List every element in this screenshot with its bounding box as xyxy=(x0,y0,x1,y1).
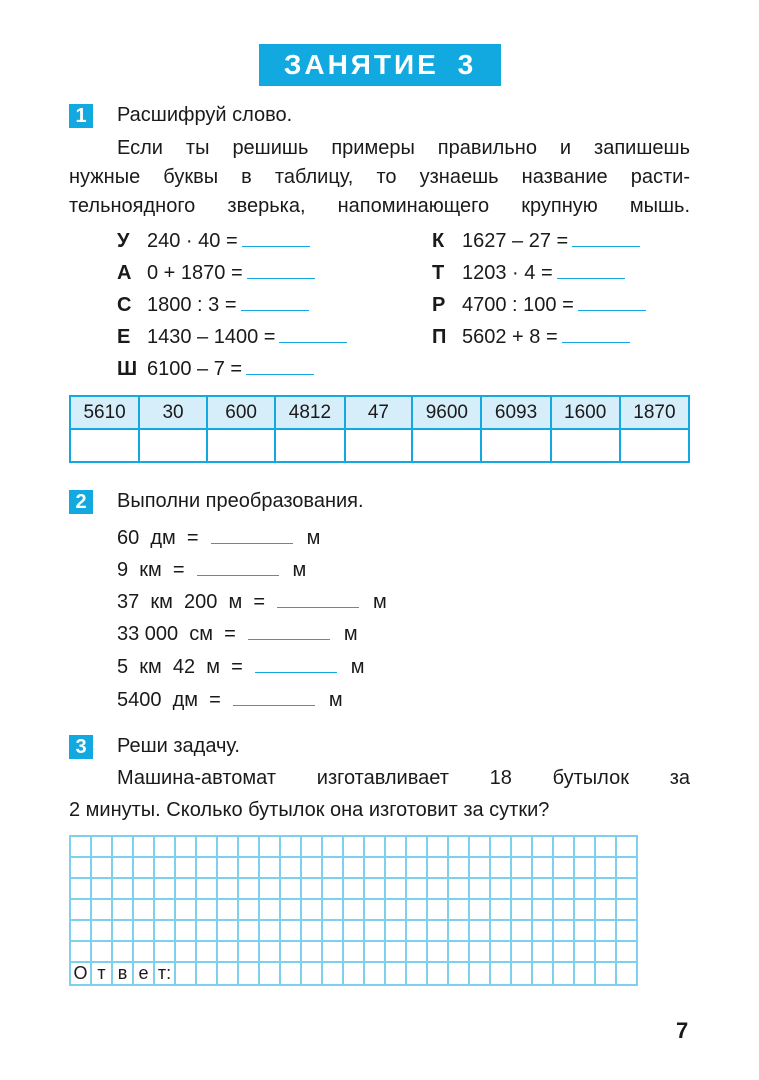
task1-line-1: Если ты решишь примеры правильно и запишешь xyxy=(117,137,690,159)
grid-cell[interactable] xyxy=(406,836,427,857)
grid-cell[interactable] xyxy=(343,878,364,899)
grid-cell[interactable] xyxy=(175,920,196,941)
grid-cell[interactable] xyxy=(385,857,406,878)
grid-cell[interactable] xyxy=(238,878,259,899)
grid-cell[interactable] xyxy=(427,836,448,857)
grid-cell[interactable] xyxy=(112,941,133,962)
example-row xyxy=(432,262,625,285)
conversion-expression: 37 км 200 м = xyxy=(117,591,265,613)
grid-cell[interactable] xyxy=(259,920,280,941)
grid-cell[interactable] xyxy=(364,857,385,878)
grid-cell[interactable] xyxy=(175,899,196,920)
grid-cell[interactable] xyxy=(490,962,511,985)
grid-cell[interactable] xyxy=(301,941,322,962)
example-row xyxy=(117,358,314,381)
grid-cell[interactable] xyxy=(238,836,259,857)
grid-cell[interactable] xyxy=(217,899,238,920)
grid-cell[interactable] xyxy=(196,920,217,941)
grid-cell[interactable] xyxy=(511,920,532,941)
example-letter: Е xyxy=(117,326,131,348)
grid-cell[interactable] xyxy=(469,941,490,962)
grid-cell[interactable] xyxy=(217,941,238,962)
grid-cell[interactable] xyxy=(154,941,175,962)
grid-cell[interactable] xyxy=(238,962,259,985)
grid-cell[interactable] xyxy=(427,962,448,985)
grid-cell[interactable] xyxy=(406,857,427,878)
grid-cell[interactable] xyxy=(91,899,112,920)
grid-cell[interactable] xyxy=(343,836,364,857)
letter-input-cell[interactable] xyxy=(345,429,413,462)
conversion-row xyxy=(117,559,306,582)
answer-blank[interactable] xyxy=(255,671,337,673)
grid-cell[interactable] xyxy=(469,899,490,920)
grid-cell[interactable] xyxy=(280,899,301,920)
grid-cell[interactable] xyxy=(532,836,553,857)
task2-heading: Выполни преобразования. xyxy=(117,490,364,512)
grid-cell[interactable] xyxy=(280,878,301,899)
grid-cell[interactable] xyxy=(196,941,217,962)
grid-cell[interactable] xyxy=(70,941,91,962)
example-letter: Р xyxy=(432,294,446,316)
answer-label-cell: е xyxy=(133,962,154,985)
grid-cell[interactable] xyxy=(322,920,343,941)
example-letter: А xyxy=(117,262,132,284)
answer-blank[interactable] xyxy=(279,341,347,343)
answer-blank[interactable] xyxy=(562,341,630,343)
conversion-unit: м xyxy=(328,689,343,711)
answer-label-cell: О xyxy=(70,962,91,985)
grid-cell[interactable] xyxy=(301,878,322,899)
example-expression: 5602 + 8 = xyxy=(462,326,558,348)
example-row xyxy=(432,294,646,317)
grid-cell[interactable] xyxy=(280,920,301,941)
conversion-unit: м xyxy=(350,656,365,678)
answer-blank[interactable] xyxy=(277,606,359,608)
grid-cell[interactable] xyxy=(133,857,154,878)
answer-label-cell: т: xyxy=(154,962,175,985)
grid-cell[interactable] xyxy=(364,941,385,962)
page-number: 7 xyxy=(676,1018,689,1043)
grid-cell[interactable] xyxy=(70,878,91,899)
grid-cell[interactable] xyxy=(553,878,574,899)
grid-cell[interactable] xyxy=(343,920,364,941)
grid-cell[interactable] xyxy=(259,899,280,920)
grid-cell[interactable] xyxy=(553,920,574,941)
grid-cell[interactable] xyxy=(364,878,385,899)
grid-cell[interactable] xyxy=(553,899,574,920)
grid-cell[interactable] xyxy=(196,857,217,878)
answer-blank[interactable] xyxy=(246,373,314,375)
example-letter: Т xyxy=(432,262,445,284)
grid-cell[interactable] xyxy=(280,941,301,962)
grid-cell[interactable] xyxy=(112,857,133,878)
letter-input-cell[interactable] xyxy=(70,429,139,462)
example-row xyxy=(117,294,309,317)
grid-cell[interactable] xyxy=(511,836,532,857)
grid-cell[interactable] xyxy=(322,941,343,962)
grid-cell[interactable] xyxy=(91,857,112,878)
code-cell: 1600 xyxy=(551,396,620,429)
grid-cell[interactable] xyxy=(175,941,196,962)
grid-cell[interactable] xyxy=(448,962,469,985)
conversion-unit: м xyxy=(343,623,358,645)
task3-heading: Реши задачу. xyxy=(117,735,240,757)
example-expression: 1203 · 4 = xyxy=(462,262,553,284)
grid-cell[interactable] xyxy=(196,899,217,920)
example-letter: П xyxy=(432,326,447,348)
grid-cell[interactable] xyxy=(385,899,406,920)
grid-cell[interactable] xyxy=(595,920,616,941)
example-row xyxy=(432,230,640,253)
grid-cell[interactable] xyxy=(217,878,238,899)
grid-cell[interactable] xyxy=(427,899,448,920)
grid-cell[interactable] xyxy=(91,920,112,941)
grid-cell[interactable] xyxy=(238,899,259,920)
example-expression: 1627 – 27 = xyxy=(462,230,569,252)
grid-cell[interactable] xyxy=(70,836,91,857)
grid-cell[interactable] xyxy=(574,899,595,920)
grid-cell[interactable] xyxy=(343,899,364,920)
conversion-row xyxy=(117,656,365,679)
grid-cell[interactable] xyxy=(385,836,406,857)
code-cell: 1870 xyxy=(620,396,689,429)
example-letter: С xyxy=(117,294,132,316)
grid-cell[interactable] xyxy=(322,899,343,920)
grid-cell[interactable] xyxy=(511,962,532,985)
grid-cell[interactable] xyxy=(406,899,427,920)
grid-cell[interactable] xyxy=(91,836,112,857)
grid-cell[interactable] xyxy=(343,962,364,985)
grid-cell[interactable] xyxy=(574,920,595,941)
grid-cell[interactable] xyxy=(133,836,154,857)
answer-label-cell: в xyxy=(112,962,133,985)
grid-cell[interactable] xyxy=(385,941,406,962)
grid-cell[interactable] xyxy=(616,836,637,857)
conversion-row xyxy=(117,591,387,614)
answer-blank[interactable] xyxy=(242,245,310,247)
grid-cell[interactable] xyxy=(574,962,595,985)
grid-cell[interactable] xyxy=(532,941,553,962)
grid-cell[interactable] xyxy=(448,857,469,878)
grid-cell[interactable] xyxy=(595,941,616,962)
grid-cell[interactable] xyxy=(322,962,343,985)
grid-cell[interactable] xyxy=(70,857,91,878)
grid-cell[interactable] xyxy=(532,920,553,941)
answer-blank[interactable] xyxy=(233,704,315,706)
grid-cell[interactable] xyxy=(154,857,175,878)
answer-blank[interactable] xyxy=(557,277,625,279)
grid-cell[interactable] xyxy=(280,962,301,985)
answer-blank[interactable] xyxy=(211,542,293,544)
task1-line-2: нужные буквы в таблицу, то узнаешь название расти- xyxy=(69,166,690,188)
grid-cell[interactable] xyxy=(217,962,238,985)
grid-cell[interactable] xyxy=(238,941,259,962)
letter-input-cell[interactable] xyxy=(275,429,344,462)
grid-cell[interactable] xyxy=(175,878,196,899)
grid-cell[interactable] xyxy=(553,857,574,878)
grid-cell[interactable] xyxy=(301,836,322,857)
grid-cell[interactable] xyxy=(427,857,448,878)
grid-cell[interactable] xyxy=(406,878,427,899)
grid-cell[interactable] xyxy=(322,878,343,899)
grid-cell[interactable] xyxy=(469,920,490,941)
grid-cell[interactable] xyxy=(301,899,322,920)
answer-blank[interactable] xyxy=(572,245,640,247)
grid-cell[interactable] xyxy=(70,899,91,920)
grid-cell[interactable] xyxy=(70,920,91,941)
lesson-title: ЗАНЯТИЕ 3 xyxy=(259,44,501,86)
conversion-row xyxy=(117,689,343,712)
grid-cell[interactable] xyxy=(259,941,280,962)
conversion-expression: 5 км 42 м = xyxy=(117,656,243,678)
grid-cell[interactable] xyxy=(490,857,511,878)
example-expression: 1800 : 3 = xyxy=(147,294,237,316)
grid-cell[interactable] xyxy=(154,920,175,941)
example-expression: 6100 – 7 = xyxy=(147,358,243,380)
conversion-row xyxy=(117,623,358,646)
example-expression: 4700 : 100 = xyxy=(462,294,574,316)
grid-cell[interactable] xyxy=(595,899,616,920)
grid-cell[interactable] xyxy=(553,836,574,857)
answer-blank[interactable] xyxy=(241,309,309,311)
grid-cell[interactable] xyxy=(280,857,301,878)
grid-cell[interactable] xyxy=(406,941,427,962)
code-cell: 4812 xyxy=(275,396,344,429)
grid-cell[interactable] xyxy=(364,836,385,857)
grid-cell[interactable] xyxy=(343,857,364,878)
grid-cell[interactable] xyxy=(238,920,259,941)
conversion-unit: м xyxy=(306,527,321,549)
grid-cell[interactable] xyxy=(511,857,532,878)
example-row xyxy=(117,326,347,349)
conversion-expression: 5400 дм = xyxy=(117,689,221,711)
grid-cell[interactable] xyxy=(595,962,616,985)
example-expression: 0 + 1870 = xyxy=(147,262,243,284)
grid-cell[interactable] xyxy=(364,920,385,941)
grid-cell[interactable] xyxy=(532,878,553,899)
task1-line-3: тельноядного зверька, напоминающего крупную мышь. xyxy=(69,195,690,217)
grid-cell[interactable] xyxy=(385,920,406,941)
grid-cell[interactable] xyxy=(217,857,238,878)
example-letter: Ш xyxy=(117,358,138,380)
grid-cell[interactable] xyxy=(553,941,574,962)
grid-cell[interactable] xyxy=(196,878,217,899)
grid-cell[interactable] xyxy=(301,920,322,941)
grid-cell[interactable] xyxy=(91,878,112,899)
example-expression: 240 · 40 = xyxy=(147,230,238,252)
grid-cell[interactable] xyxy=(574,878,595,899)
grid-cell[interactable] xyxy=(133,941,154,962)
answer-blank[interactable] xyxy=(248,638,330,640)
grid-cell[interactable] xyxy=(259,836,280,857)
grid-cell[interactable] xyxy=(511,941,532,962)
grid-cell[interactable] xyxy=(196,962,217,985)
letter-input-cell[interactable] xyxy=(481,429,550,462)
grid-cell[interactable] xyxy=(469,857,490,878)
grid-cell[interactable] xyxy=(448,920,469,941)
grid-cell[interactable] xyxy=(490,878,511,899)
grid-cell[interactable] xyxy=(469,836,490,857)
grid-cell[interactable] xyxy=(427,878,448,899)
grid-cell[interactable] xyxy=(259,878,280,899)
grid-cell[interactable] xyxy=(574,857,595,878)
grid-cell[interactable] xyxy=(595,878,616,899)
code-cell: 5610 xyxy=(70,396,139,429)
example-letter: К xyxy=(432,230,445,252)
grid-cell[interactable] xyxy=(469,878,490,899)
letter-input-cell[interactable] xyxy=(551,429,620,462)
task3-line-1: Машина-автомат изготавливает 18 бутылок за xyxy=(117,767,690,789)
grid-cell[interactable] xyxy=(427,920,448,941)
grid-cell[interactable] xyxy=(469,962,490,985)
conversion-unit: м xyxy=(373,591,387,613)
grid-cell[interactable] xyxy=(490,899,511,920)
grid-cell[interactable] xyxy=(322,857,343,878)
grid-cell[interactable] xyxy=(301,857,322,878)
example-row xyxy=(117,262,315,285)
grid-cell[interactable] xyxy=(364,962,385,985)
letter-input-cell[interactable] xyxy=(412,429,481,462)
grid-cell[interactable] xyxy=(616,857,637,878)
code-cell: 30 xyxy=(139,396,207,429)
answer-blank[interactable] xyxy=(247,277,315,279)
grid-cell[interactable] xyxy=(490,920,511,941)
grid-cell[interactable] xyxy=(448,899,469,920)
grid-cell[interactable] xyxy=(532,899,553,920)
grid-cell[interactable] xyxy=(133,899,154,920)
code-cell: 47 xyxy=(345,396,413,429)
grid-cell[interactable] xyxy=(154,878,175,899)
grid-cell[interactable] xyxy=(490,941,511,962)
task-number-1: 1 xyxy=(69,104,93,128)
grid-cell[interactable] xyxy=(154,836,175,857)
answer-label-cell: т xyxy=(91,962,112,985)
grid-cell[interactable] xyxy=(448,878,469,899)
example-row xyxy=(432,326,630,349)
example-row xyxy=(117,230,310,253)
grid-cell[interactable] xyxy=(616,899,637,920)
letter-input-cell[interactable] xyxy=(620,429,689,462)
grid-cell[interactable] xyxy=(616,878,637,899)
grid-cell[interactable] xyxy=(448,941,469,962)
grid-cell[interactable] xyxy=(343,941,364,962)
conversion-expression: 60 дм = xyxy=(117,527,199,549)
grid-cell[interactable] xyxy=(532,857,553,878)
grid-cell[interactable] xyxy=(175,836,196,857)
grid-cell[interactable] xyxy=(406,920,427,941)
conversion-expression: 33 000 см = xyxy=(117,623,236,645)
grid-cell[interactable] xyxy=(616,962,637,985)
task-number-2: 2 xyxy=(69,490,93,514)
grid-cell[interactable] xyxy=(427,941,448,962)
grid-cell[interactable] xyxy=(322,836,343,857)
grid-cell[interactable] xyxy=(511,899,532,920)
grid-cell[interactable] xyxy=(217,836,238,857)
grid-cell[interactable] xyxy=(595,836,616,857)
task-number-3: 3 xyxy=(69,735,93,759)
grid-cell[interactable] xyxy=(217,920,238,941)
grid-cell[interactable] xyxy=(280,836,301,857)
code-cell: 9600 xyxy=(412,396,481,429)
code-cell: 600 xyxy=(207,396,275,429)
grid-cell[interactable] xyxy=(133,920,154,941)
grid-cell[interactable] xyxy=(112,836,133,857)
grid-cell[interactable] xyxy=(196,836,217,857)
grid-cell[interactable] xyxy=(406,962,427,985)
answer-blank[interactable] xyxy=(197,574,279,576)
letter-input-cell[interactable] xyxy=(139,429,207,462)
grid-cell[interactable] xyxy=(112,878,133,899)
conversion-expression: 9 км = xyxy=(117,559,185,581)
grid-cell[interactable] xyxy=(490,836,511,857)
grid-cell[interactable] xyxy=(385,878,406,899)
grid-cell[interactable] xyxy=(91,941,112,962)
grid-cell[interactable] xyxy=(112,920,133,941)
grid-cell[interactable] xyxy=(574,836,595,857)
grid-cell[interactable] xyxy=(616,941,637,962)
grid-cell[interactable] xyxy=(511,878,532,899)
example-expression: 1430 – 1400 = xyxy=(147,326,276,348)
answer-code-table xyxy=(69,395,690,463)
grid-cell[interactable] xyxy=(595,857,616,878)
grid-cell[interactable] xyxy=(448,836,469,857)
grid-cell[interactable] xyxy=(553,962,574,985)
grid-cell[interactable] xyxy=(154,899,175,920)
letter-input-cell[interactable] xyxy=(207,429,275,462)
grid-cell[interactable] xyxy=(133,878,154,899)
grid-cell[interactable] xyxy=(532,962,553,985)
conversion-unit: м xyxy=(292,559,307,581)
grid-cell[interactable] xyxy=(616,920,637,941)
conversion-row xyxy=(117,527,320,550)
answer-blank[interactable] xyxy=(578,309,646,311)
example-letter: У xyxy=(117,230,130,252)
code-cell: 6093 xyxy=(481,396,550,429)
grid-cell[interactable] xyxy=(175,962,196,985)
grid-cell[interactable] xyxy=(238,857,259,878)
grid-cell[interactable] xyxy=(175,857,196,878)
task1-heading: Расшифруй слово. xyxy=(117,104,293,126)
task3-line-2: 2 минуты. Сколько бутылок она изготовит за сутки? xyxy=(69,799,550,821)
grid-cell[interactable] xyxy=(574,941,595,962)
grid-cell[interactable] xyxy=(385,962,406,985)
solution-grid[interactable] xyxy=(69,835,638,986)
grid-cell[interactable] xyxy=(301,962,322,985)
grid-cell[interactable] xyxy=(364,899,385,920)
grid-cell[interactable] xyxy=(112,899,133,920)
grid-cell[interactable] xyxy=(259,857,280,878)
grid-cell[interactable] xyxy=(259,962,280,985)
